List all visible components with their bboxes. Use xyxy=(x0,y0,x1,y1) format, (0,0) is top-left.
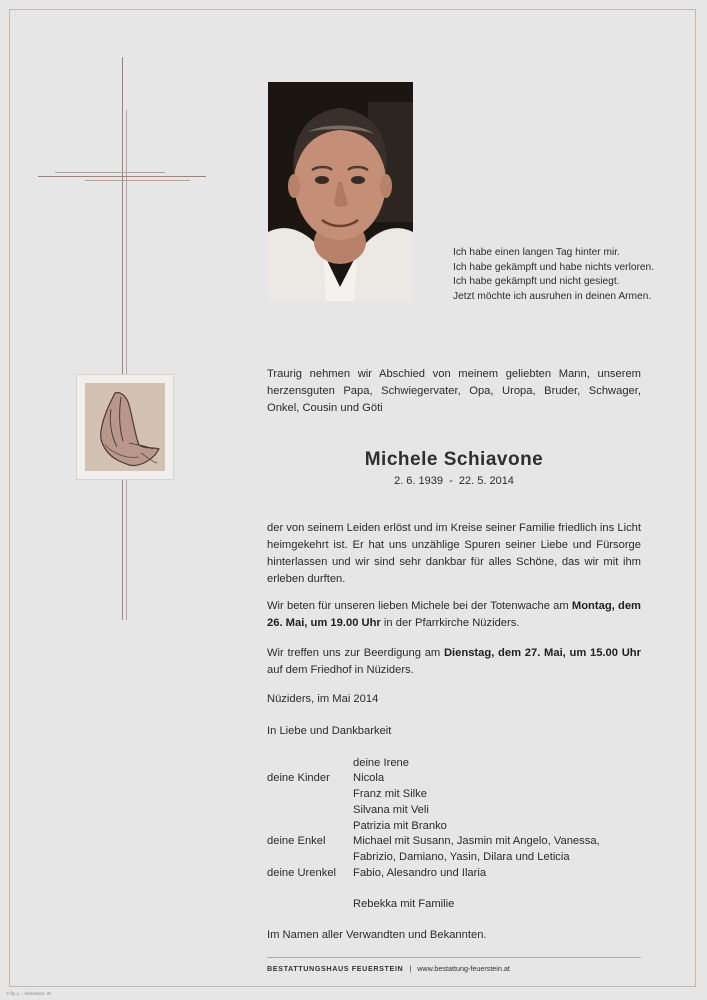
funeral-home-url[interactable]: www.bestattung-feuerstein.at xyxy=(417,964,510,973)
wake-announcement xyxy=(267,598,641,632)
grandchildren-label: deine Enkel xyxy=(267,835,326,847)
child-name: Franz mit Silke xyxy=(353,788,427,800)
funeral-location: auf dem Friedhof in Nüziders. xyxy=(267,664,414,676)
poem-line: Jetzt möchte ich ausruhen in deinen Armen. xyxy=(453,290,652,302)
funeral-announcement xyxy=(267,645,641,679)
praying-hands-tile xyxy=(76,374,174,480)
grandchildren-line: Michael mit Susann, Jasmin mit Angelo, Vanessa, xyxy=(353,835,600,847)
wake-text: Wir beten für unseren lieben Michele bei der Totenwache am xyxy=(267,600,572,612)
cross-horizontal-line xyxy=(38,176,206,177)
funeral-home-name: BESTATTUNGSHAUS FEUERSTEIN xyxy=(267,964,404,973)
family-wife: deine Irene xyxy=(353,757,409,769)
child-name: Nicola xyxy=(353,772,385,784)
closing-line: In Liebe und Dankbarkeit xyxy=(267,725,392,737)
family-extra: Rebekka mit Familie xyxy=(353,898,455,910)
poem-line: Ich habe gekämpft und habe nichts verloren. xyxy=(453,261,655,273)
grandchildren-line: Fabrizio, Damiano, Yasin, Dilara und Leticia xyxy=(353,851,570,863)
deceased-name: Michele Schiavone xyxy=(364,449,544,470)
children-label: deine Kinder xyxy=(267,772,330,784)
intro-text: Traurig nehmen wir Abschied von meinem geliebten Mann, unserem herzensguten Papa, Schwiegervater, Opa, Uropa, Bruder, Schwager, Onkel, Cousin und Göti xyxy=(267,368,641,414)
cross-vertical-line-inner xyxy=(126,110,127,620)
footer xyxy=(267,964,510,973)
cross-horizontal-line-upper xyxy=(55,172,165,173)
wake-date: Montag, dem 26. Mai, um 19.00 Uhr xyxy=(267,600,641,629)
child-name: Patrizia mit Branko xyxy=(353,820,447,832)
child-name: Silvana mit Veli xyxy=(353,804,429,816)
life-dates: 2. 6. 1939 - 22. 5. 2014 xyxy=(394,475,514,487)
poem xyxy=(453,246,654,304)
great-grandchildren-line: Fabio, Alesandro und Ilaria xyxy=(353,867,487,879)
cross-vertical-line xyxy=(122,57,123,620)
great-grandchildren-label: deine Urenkel xyxy=(267,867,337,879)
relatives-line: Im Namen aller Verwandten und Bekannten. xyxy=(267,929,487,941)
footer-separator: | xyxy=(409,964,412,973)
footer-divider xyxy=(267,957,641,958)
poem-line: Ich habe einen langen Tag hinter mir. xyxy=(453,247,620,258)
funeral-date: Dienstag, dem 27. Mai, um 15.00 Uhr xyxy=(443,647,641,659)
place-date: Nüziders, im Mai 2014 xyxy=(267,693,379,705)
wake-location: in der Pfarrkirche Nüziders. xyxy=(380,617,520,629)
praying-hands-image xyxy=(85,383,165,471)
image-credit: © by L. - Abreissen. W. xyxy=(6,991,52,996)
cross-horizontal-line-lower xyxy=(85,180,190,181)
poem-line: Ich habe gekämpft und nicht gesiegt. xyxy=(453,276,620,287)
portrait-photo xyxy=(268,82,413,301)
farewell-paragraph: der von seinem Leiden erlöst und im Kreise seiner Familie friedlich ins Licht heimgekehrt ist. Er hat uns unzählige Spuren seiner Liebe und Fürsorge hinterlassen und wir sind sehr dankbar für alles Schöne, das wir mit ihm erleben durften. xyxy=(267,522,641,585)
funeral-text: Wir treffen uns zur Beerdigung am xyxy=(267,647,444,659)
